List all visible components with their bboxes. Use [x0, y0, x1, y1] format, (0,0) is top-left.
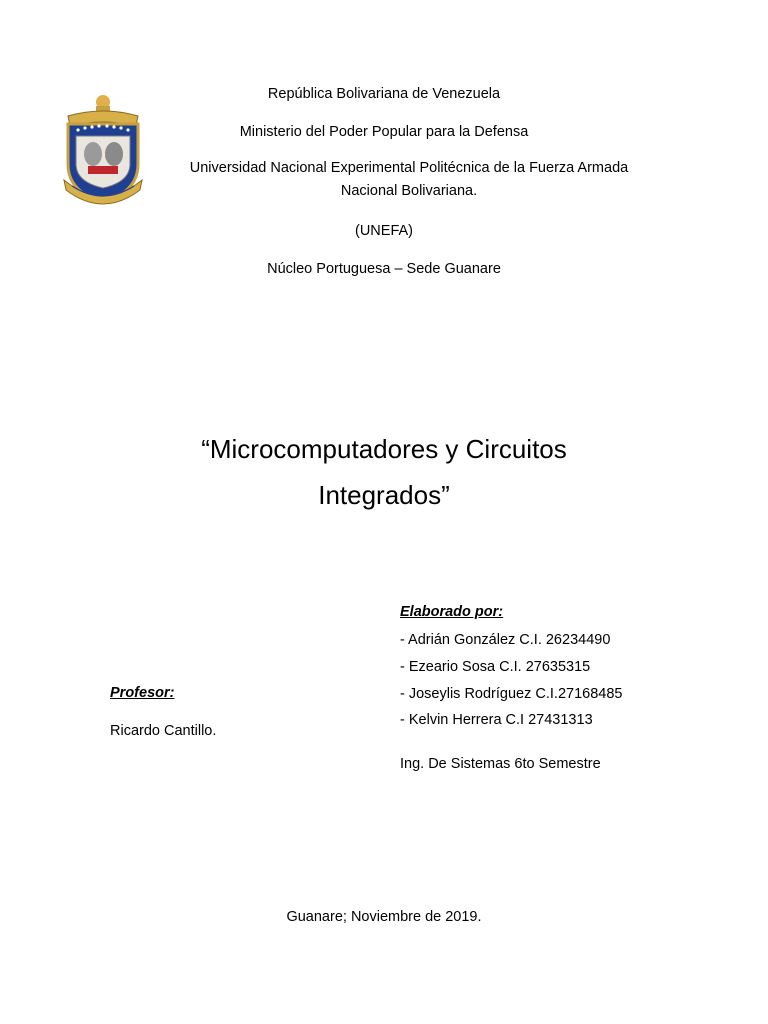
- university-acronym: (UNEFA): [355, 223, 413, 239]
- ministry-name: Ministerio del Poder Popular para la Defensa: [239, 124, 529, 140]
- author-item: - Joseylis Rodríguez C.I.27168485: [400, 686, 623, 702]
- unefa-crest-icon: [58, 94, 148, 212]
- place-and-date: Guanare; Noviembre de 2019.: [286, 909, 482, 925]
- professor-label: Profesor:: [110, 685, 175, 701]
- program-semester: Ing. De Sistemas 6to Semestre: [400, 756, 601, 772]
- author-item: - Adrián González C.I. 26234490: [400, 632, 611, 648]
- professor-name: Ricardo Cantillo.: [110, 723, 217, 739]
- authors-label: Elaborado por:: [400, 604, 504, 620]
- country-name: República Bolivariana de Venezuela: [267, 86, 501, 102]
- author-item: - Ezeario Sosa C.I. 27635315: [400, 659, 591, 675]
- campus-name: Núcleo Portuguesa – Sede Guanare: [267, 261, 501, 277]
- document-title: “Microcomputadores y Circuitos Integrados”: [201, 434, 567, 510]
- university-name: Universidad Nacional Experimental Politécnica de la Fuerza Armada Nacional Bolivariana.: [189, 160, 629, 199]
- author-item: - Kelvin Herrera C.I 27431313: [400, 712, 593, 728]
